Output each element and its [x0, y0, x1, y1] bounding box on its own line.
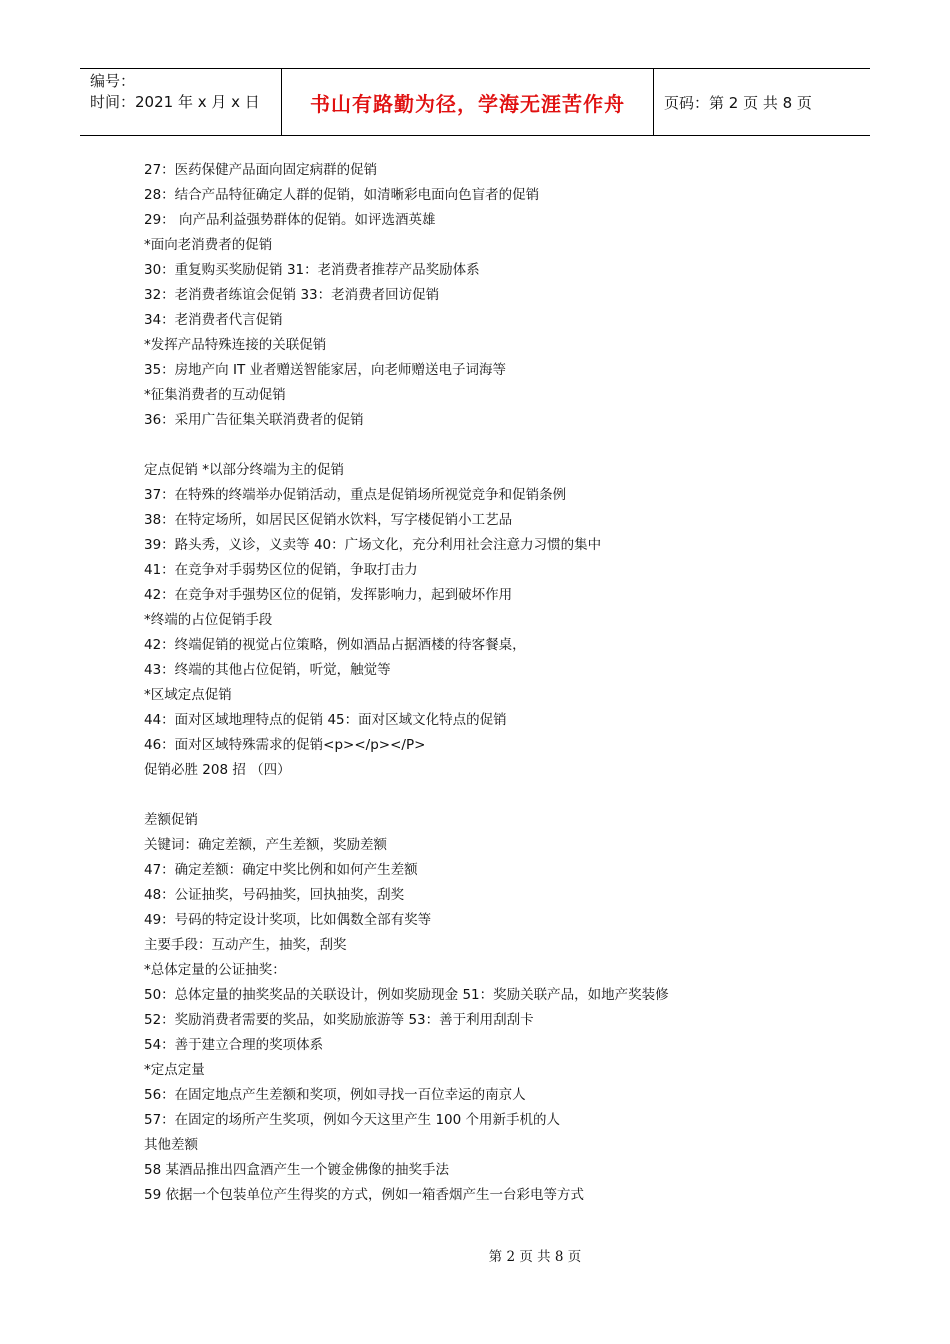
- text-line: *征集消费者的互动促销: [144, 387, 286, 403]
- text-line: 32：老消费者练谊会促销 33：老消费者回访促销: [144, 287, 440, 303]
- text-line: *区域定点促销: [144, 687, 232, 703]
- text-line: 30：重复购买奖励促销 31：老消费者推荐产品奖励体系: [144, 262, 480, 278]
- text-line: *总体定量的公证抽奖：: [144, 962, 286, 978]
- header-motto: 书山有路勤为径，学海无涯苦作舟: [310, 91, 625, 116]
- text-line: 37：在特殊的终端举办促销活动，重点是促销场所视觉竞争和促销条例: [144, 487, 567, 503]
- text-line: 39：路头秀，义诊，义卖等 40：广场文化，充分利用社会注意力习惯的集中: [144, 537, 602, 553]
- text-line: 52：奖励消费者需要的奖品，如奖励旅游等 53：善于利用刮刮卡: [144, 1012, 534, 1028]
- text-line: *终端的占位促销手段: [144, 612, 273, 628]
- text-line: 50：总体定量的抽奖奖品的关联设计，例如奖励现金 51：奖励关联产品，如地产奖装修: [144, 987, 669, 1003]
- text-line: 43：终端的其他占位促销，听觉，触觉等: [144, 662, 391, 678]
- text-line: 54：善于建立合理的奖项体系: [144, 1037, 324, 1053]
- header-motto-cell: [282, 69, 654, 135]
- text-line: 其他差额: [144, 1137, 198, 1153]
- page-header: [80, 68, 870, 136]
- text-line: 46：面对区域特殊需求的促销<p></p></P>: [144, 737, 426, 753]
- document-date-label: 时间：2021 年 x 月 x 日: [90, 93, 260, 111]
- text-line: 36：采用广告征集关联消费者的促销: [144, 412, 364, 428]
- text-line: 48：公证抽奖，号码抽奖，回执抽奖，刮奖: [144, 887, 405, 903]
- text-line: 35：房地产向 IT 业者赠送智能家居，向老师赠送电子词海等: [144, 362, 506, 378]
- text-line: 34：老消费者代言促销: [144, 312, 283, 328]
- text-line: 差额促销: [144, 812, 198, 828]
- text-line: 28：结合产品特征确定人群的促销，如清晰彩电面向色盲者的促销: [144, 187, 540, 203]
- text-line: 27：医药保健产品面向固定病群的促销: [144, 162, 378, 178]
- text-line: 49：号码的特定设计奖项，比如偶数全部有奖等: [144, 912, 432, 928]
- text-line: *面向老消费者的促销: [144, 237, 273, 253]
- text-line: 56：在固定地点产生差额和奖项，例如寻找一百位幸运的南京人: [144, 1087, 526, 1103]
- text-line: 定点促销 *以部分终端为主的促销: [144, 462, 345, 478]
- document-number-label: 编号：: [90, 72, 136, 90]
- header-page-cell: [654, 69, 870, 135]
- text-line: 42：终端促销的视觉占位策略，例如酒品占据酒楼的待客餐桌，: [144, 637, 526, 653]
- text-line: 57：在固定的场所产生奖项，例如今天这里产生 100 个用新手机的人: [144, 1112, 561, 1128]
- text-line: 29： 向产品利益强势群体的促销。如评选酒英雄: [144, 212, 436, 228]
- text-line: 42：在竞争对手强势区位的促销，发挥影响力，起到破坏作用: [144, 587, 513, 603]
- text-line: 关键词：确定差额，产生差额，奖励差额: [144, 837, 387, 853]
- page-footer: 第 2 页 共 8 页: [488, 1249, 582, 1265]
- text-line: *发挥产品特殊连接的关联促销: [144, 337, 327, 353]
- text-line: [144, 433, 844, 458]
- text-line: 促销必胜 208 招 （四）: [144, 762, 291, 778]
- header-page-number: 页码：第 2 页 共 8 页: [664, 93, 812, 112]
- text-line: 58 某酒品推出四盒酒产生一个镀金佛像的抽奖手法: [144, 1162, 449, 1178]
- header-meta: [80, 69, 282, 135]
- text-line: *定点定量: [144, 1062, 205, 1078]
- text-line: 38：在特定场所，如居民区促销水饮料，写字楼促销小工艺品: [144, 512, 513, 528]
- text-line: 44：面对区域地理特点的促销 45：面对区域文化特点的促销: [144, 712, 507, 728]
- text-line: 47：确定差额：确定中奖比例和如何产生差额: [144, 862, 418, 878]
- document-body: [144, 158, 844, 1208]
- text-line: 41：在竞争对手弱势区位的促销，争取打击力: [144, 562, 418, 578]
- text-line: 主要手段：互动产生，抽奖，刮奖: [144, 937, 347, 953]
- text-line: [144, 783, 844, 808]
- text-line: 59 依据一个包装单位产生得奖的方式，例如一箱香烟产生一台彩电等方式: [144, 1187, 584, 1203]
